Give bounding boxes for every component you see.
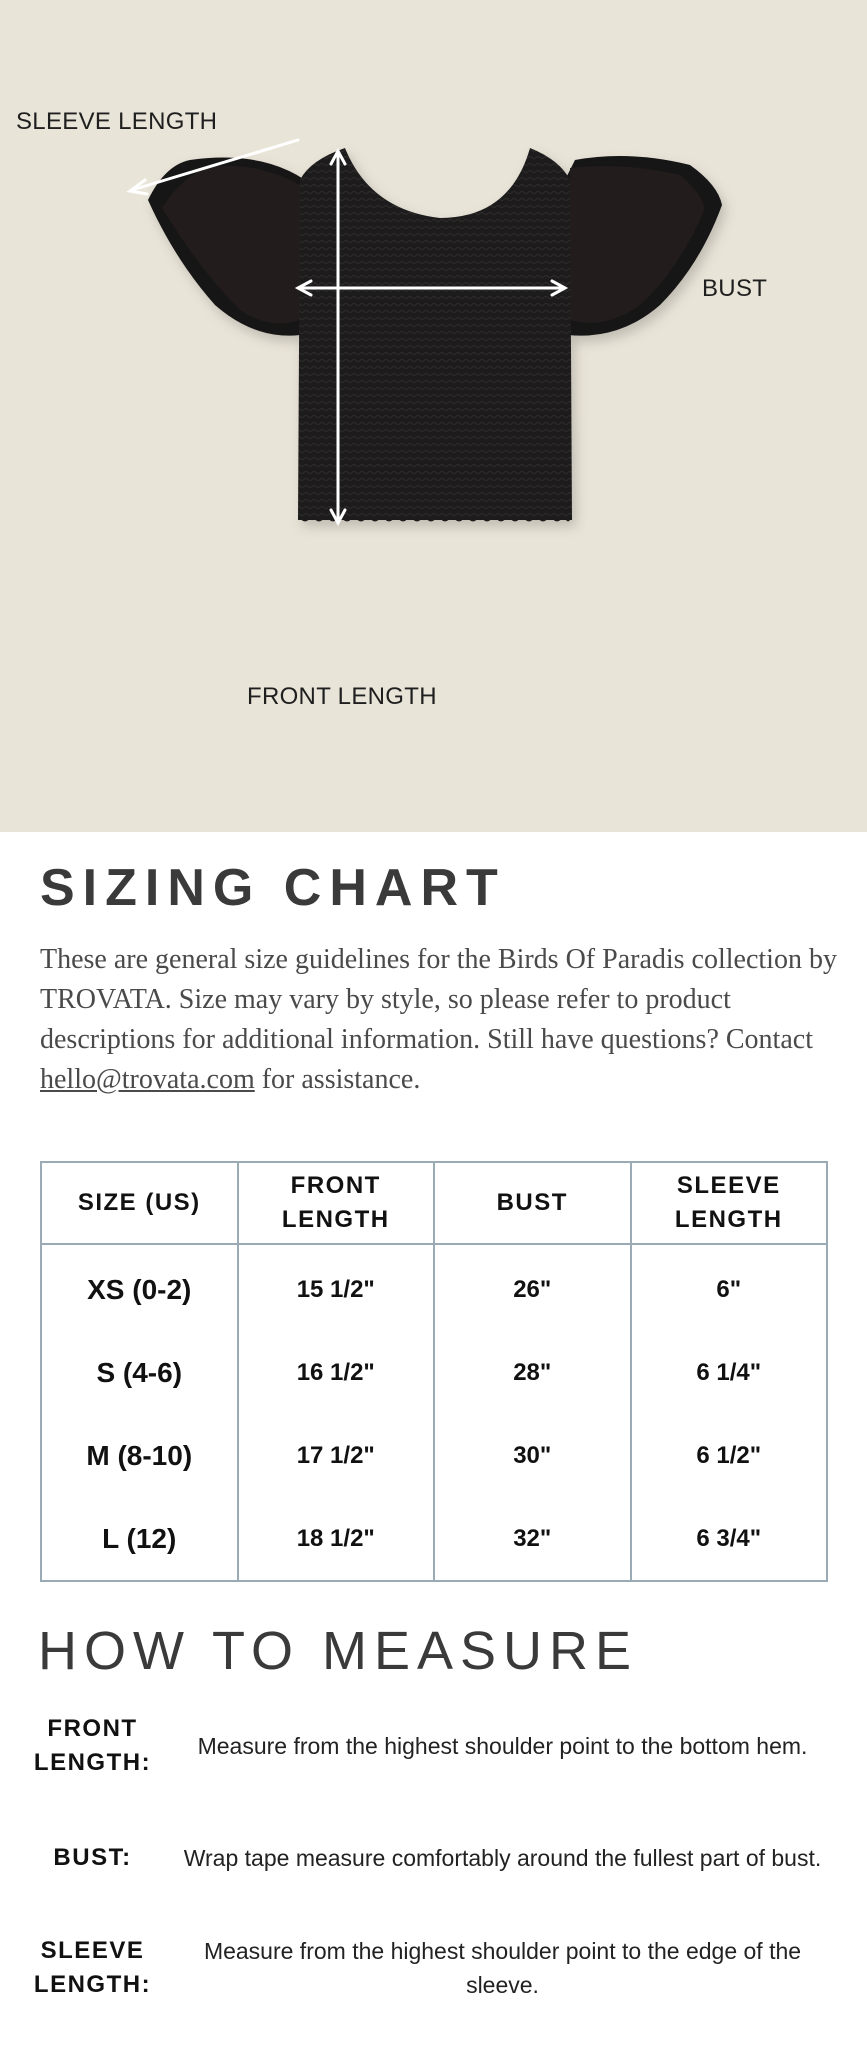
table-header-row: [41, 1162, 827, 1244]
header-front-length: FRONT LENGTH: [238, 1162, 435, 1244]
garment-diagram: [0, 0, 867, 832]
measure-description: Measure from the highest shoulder point to the bottom hem.: [197, 1733, 808, 1759]
size-table: [40, 1161, 828, 1582]
sleeve-length-cell: 6 3/4": [631, 1497, 828, 1581]
measure-term: SLEEVE LENGTH:: [33, 1937, 152, 1998]
bust-cell: 26": [434, 1244, 631, 1331]
contact-email-link[interactable]: hello@trovata.com: [40, 1064, 255, 1095]
header-size: SIZE (US): [41, 1162, 238, 1244]
front-length-cell: 17 1/2": [238, 1414, 435, 1497]
measure-item-sleeve-length: [0, 1928, 867, 2008]
sizing-chart-title: SIZING CHART: [40, 859, 506, 917]
right-sleeve: [570, 166, 705, 323]
measure-description: Wrap tape measure comfortably around the fullest part of bust.: [183, 1845, 822, 1871]
measure-item-bust: [0, 1818, 867, 1898]
measure-term: BUST:: [53, 1844, 132, 1871]
front-length-cell: 15 1/2": [238, 1244, 435, 1331]
intro-text: These are general size guidelines for the Birds Of Paradis collection by TROVATA. Size may vary by style, so please refer to product descriptions for additional information. Still have questions? Contact: [40, 944, 837, 1055]
measure-term: FRONT LENGTH:: [33, 1715, 152, 1776]
size-cell: M (8-10): [41, 1414, 238, 1497]
size-cell: L (12): [41, 1497, 238, 1581]
measure-description: Measure from the highest shoulder point to the edge of the sleeve.: [203, 1938, 802, 1998]
table-row: [41, 1414, 827, 1497]
bust-cell: 32": [434, 1497, 631, 1581]
sleeve-length-cell: 6 1/4": [631, 1331, 828, 1414]
header-sleeve-length: SLEEVE LENGTH: [631, 1162, 828, 1244]
header-bust: BUST: [434, 1162, 631, 1244]
sleeve-length-cell: 6 1/2": [631, 1414, 828, 1497]
sleeve-length-cell: 6": [631, 1244, 828, 1331]
how-to-measure-title: HOW TO MEASURE: [38, 1621, 639, 1681]
sizing-intro: [40, 940, 840, 1100]
front-length-cell: 16 1/2": [238, 1331, 435, 1414]
table-row: [41, 1331, 827, 1414]
size-cell: XS (0-2): [41, 1244, 238, 1331]
table-row: [41, 1244, 827, 1331]
front-length-label: FRONT LENGTH: [247, 683, 437, 710]
bust-cell: 30": [434, 1414, 631, 1497]
measure-item-front-length: [0, 1706, 867, 1786]
sleeve-length-label: SLEEVE LENGTH: [16, 108, 218, 135]
front-length-cell: 18 1/2": [238, 1497, 435, 1581]
size-cell: S (4-6): [41, 1331, 238, 1414]
bust-label: BUST: [702, 275, 768, 302]
intro-suffix: for assistance.: [254, 1064, 421, 1095]
table-row: [41, 1497, 827, 1581]
bust-cell: 28": [434, 1331, 631, 1414]
